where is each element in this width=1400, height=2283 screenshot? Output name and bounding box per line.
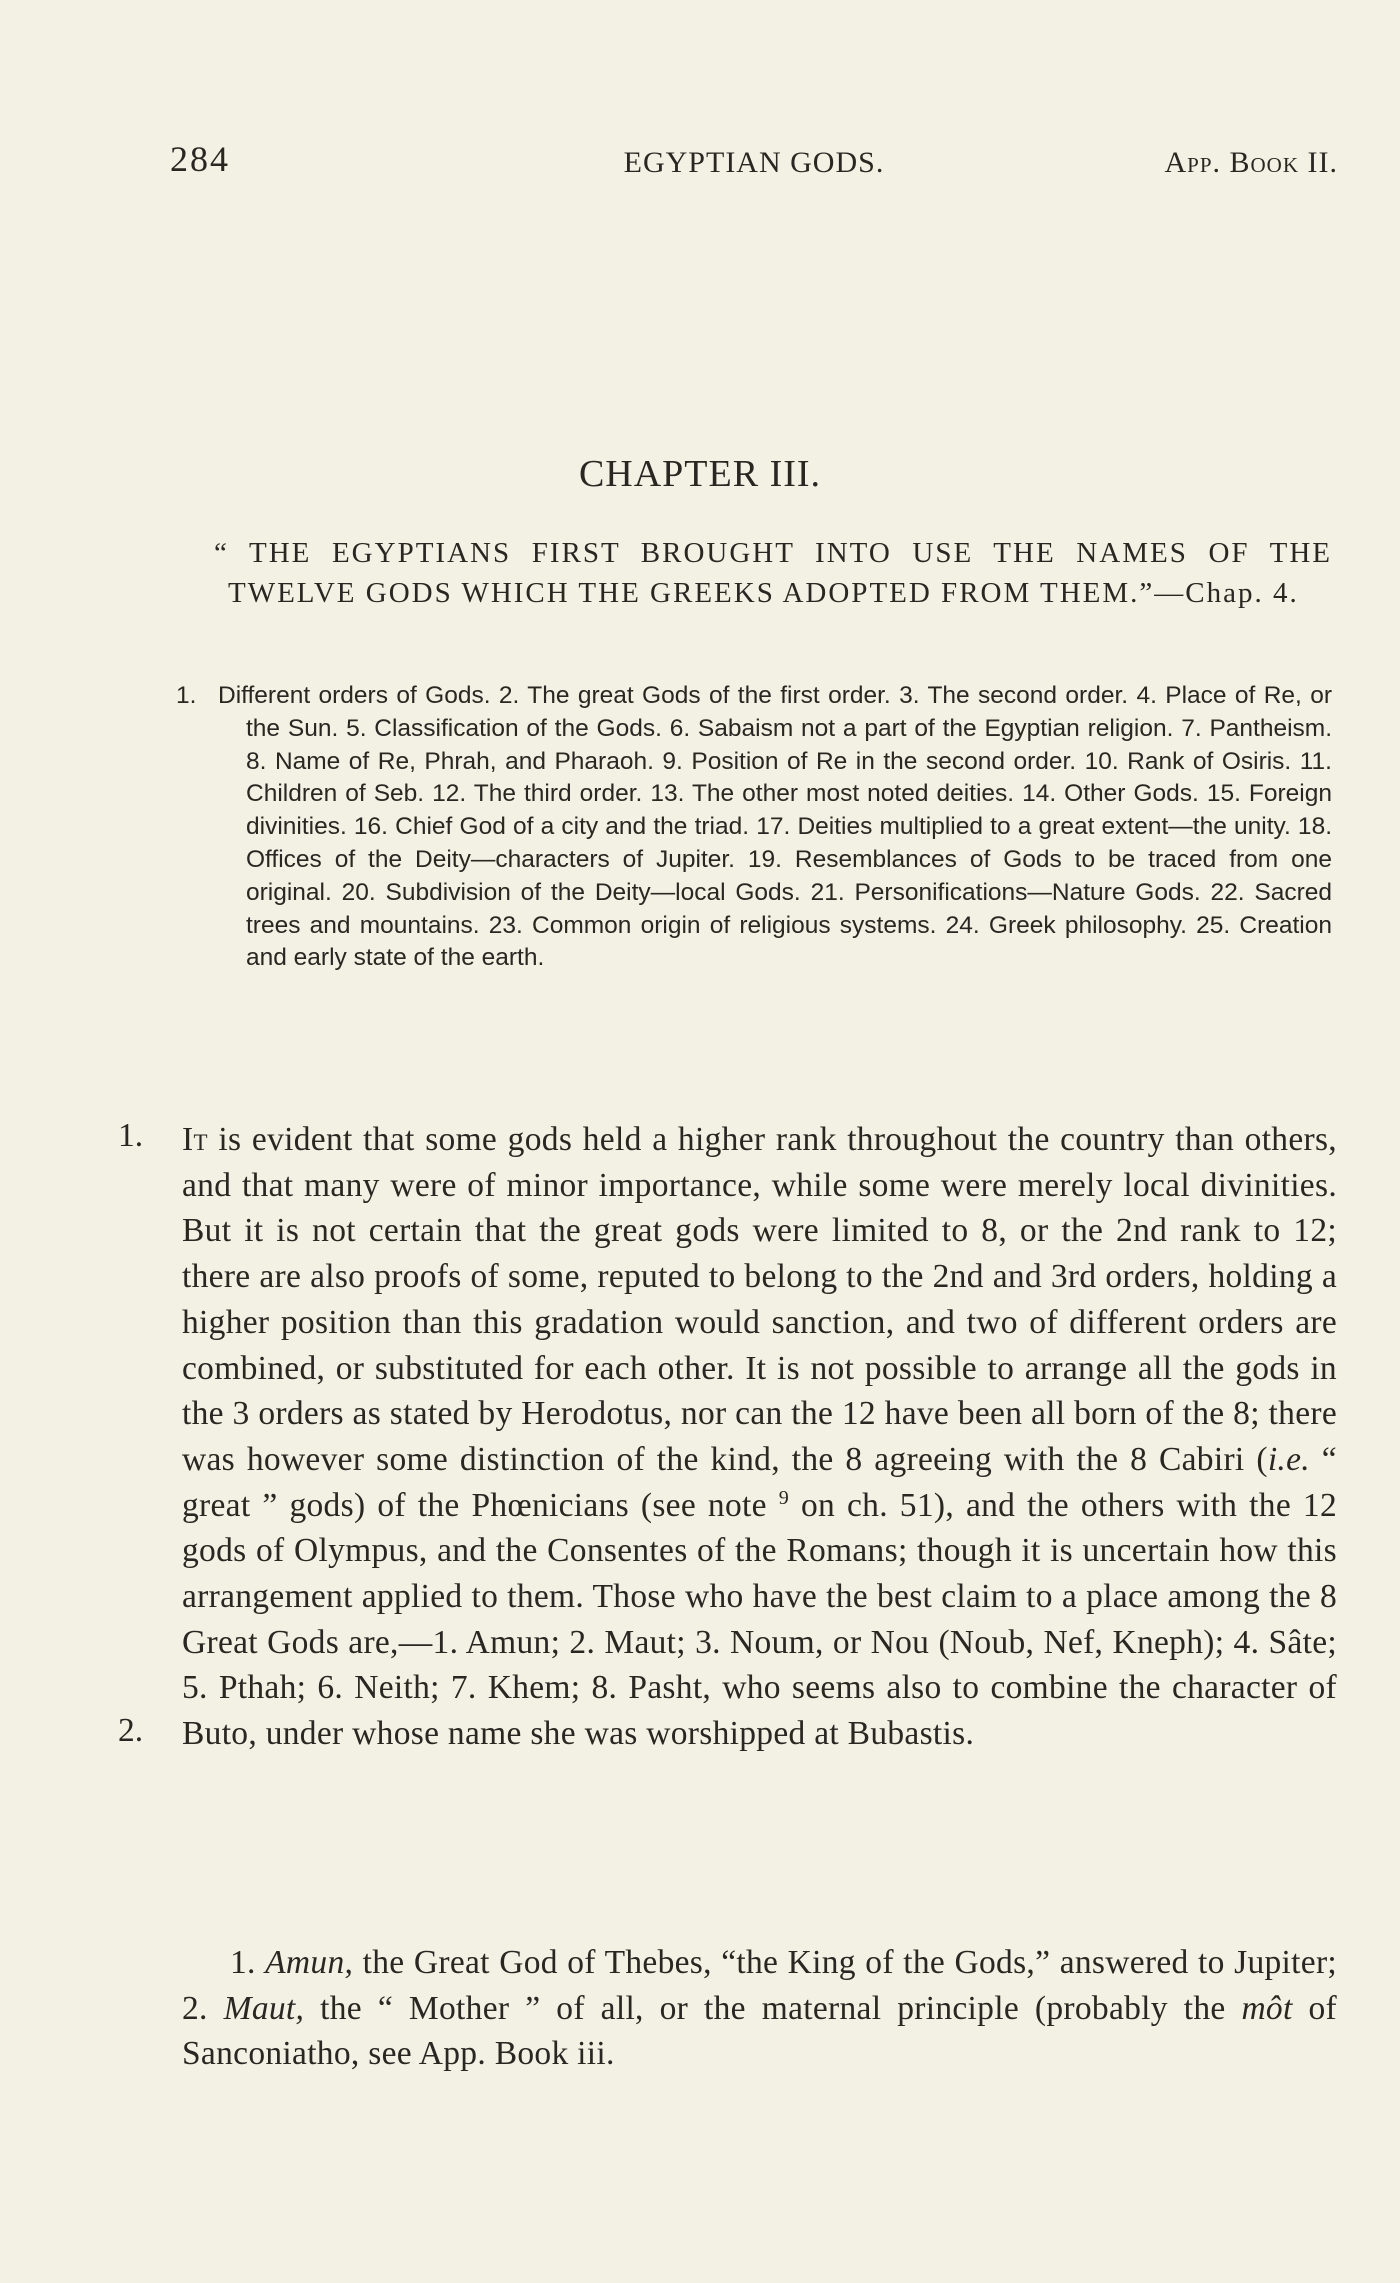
paragraph-text: on ch. 51), and the others with the 12 gods of Olympus, and the Consentes of the Romans; though it is uncertain how this arrangement applied to them. Those who have the best claim to a place among the 8 Great Gods are,—1. Amun; 2. Maut; 3. Noum, or Nou (Noub, Nef, Kneph); 4. Sâte; 5. Pthah; 6. Neith; 7. Khem; 8. Pasht, who seems also to combine the character of Buto, under whose name she was worshipped at Bubastis. (182, 1486, 1338, 1753)
synopsis-number: 1. (176, 682, 197, 709)
paragraph-text: 1. (230, 1944, 266, 1981)
italic-abbrev: i.e. (1267, 1440, 1310, 1478)
margin-number-1: 1. (118, 1117, 144, 1154)
paragraph-lead: It (182, 1121, 208, 1158)
italic-name-amun: Amun, (265, 1944, 354, 1981)
section-label: App. Book II. (1164, 146, 1338, 179)
paragraph-1 (182, 1117, 1337, 1757)
margin-number-2: 2. (118, 1712, 144, 1749)
paragraph-text: the Great God of Thebes, “the King of the Gods,” answered to Jupiter; 2. (182, 1944, 1338, 2027)
chapter-epigraph: “ THE EGYPTIANS FIRST BROUGHT INTO USE THE NAMES OF THE TWELVE GODS WHICH THE GREEKS ADOPTED FROM THEM.”—Chap. 4. (214, 537, 1332, 609)
italic-name-maut: Maut, (223, 1989, 305, 2027)
paragraph-2 (182, 1940, 1337, 2077)
running-head (170, 138, 1338, 186)
chapter-title: CHAPTER III. (578, 453, 822, 495)
footnote-reference: 9 (778, 1486, 790, 1509)
paragraph-text: the “ Mother ” of all, or the maternal principle (probably the (304, 1989, 1242, 2027)
italic-word-mot: môt (1241, 1989, 1293, 2027)
paragraph-text: is evident that some gods held a higher rank throughout the country than others, and that many were of minor importance, while some were merely local divinities. But it is not certain that the great gods were limited to 8, or the 2nd rank to 12; there are also proofs of some, reputed to belong to the 2nd and 3rd orders, holding a higher position than this gradation would sanction, and two of different orders are combined, or substituted for each other. It is not possible to arrange all the gods in the 3 orders as stated by Herodotus, nor can the 12 have been all born of the 8; there was however some distinction of the kind, the 8 agreeing with the 8 Cabiri ( (182, 1121, 1337, 1478)
running-title: EGYPTIAN GODS. (623, 146, 885, 179)
page-number: 284 (170, 139, 230, 179)
paragraph-text: of Sanconiatho, see App. Book iii. (182, 1989, 1337, 2073)
synopsis-text: Different orders of Gods. 2. The great Gods of the first order. 3. The second order. 4. Place of Re, or the Sun. 5. Classification of the Gods. 6. Sabaism not a part of the Egyptian religion. 7. Pantheism. 8. Name of Re, Phrah, and Pharaoh. 9. Position of Re in the second order. 10. Rank of Osiris. 11. Children of Seb. 12. The third order. 13. The other most noted deities. 14. Other Gods. 15. Foreign divinities. 16. Chief God of a city and the triad. 17. Deities multiplied to a great extent—the unity. 18. Offices of the Deity—characters of Jupiter. 19. Resemblances of Gods to be traced from one original. 20. Subdivision of the Deity—local Gods. 21. Personifications—Nature Gods. 22. Sacred trees and mountains. 23. Common origin of religious systems. 24. Greek philosophy. 25. Creation and early state of the earth. (218, 682, 1332, 972)
chapter-synopsis (176, 680, 1332, 975)
paragraph-text: “ great ” gods) of the Phœnicians (see note (182, 1440, 1337, 1524)
